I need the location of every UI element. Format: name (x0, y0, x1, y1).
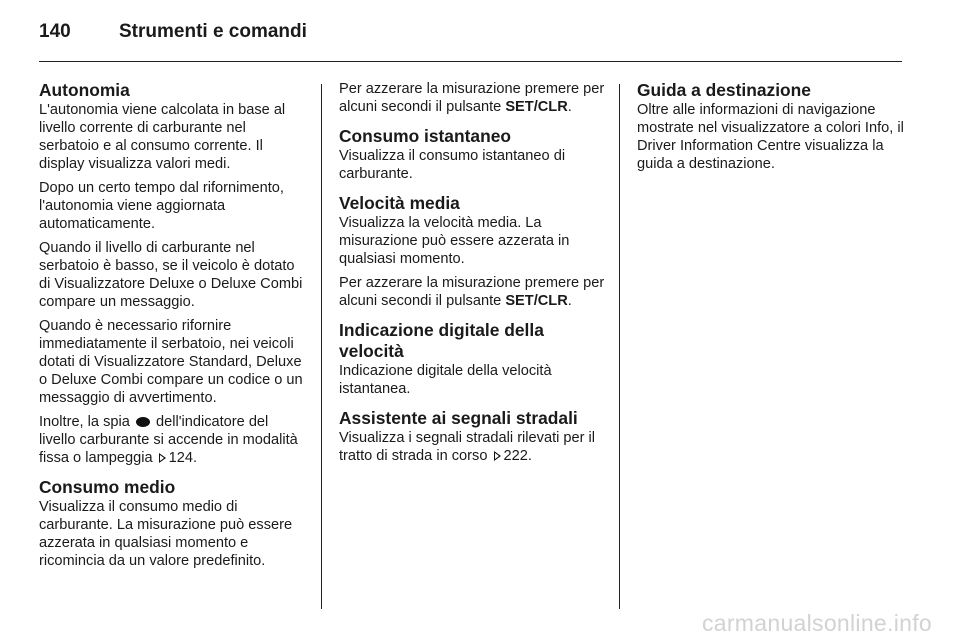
fuel-light-icon (136, 417, 150, 427)
paragraph: L'autonomia viene calcolata in base al livello corrente di carburante nel serbatoio e al consumo corrente. Il display visualizza valori medi. (39, 102, 286, 172)
section-title-indicazione-digitale: Indicazione digitale della velocità (339, 320, 544, 361)
paragraph: Quando il livello di carburante nel serbatoio è basso, se il veicolo è dotato di Visualizzatore Deluxe o Deluxe Combi compare un messaggio. (39, 240, 303, 310)
text: . (567, 99, 572, 115)
text: dell'indicatore del livello carburante si accende in modalità fissa o lampeggia (39, 414, 298, 466)
watermark: carmanualsonline.info (701, 610, 932, 636)
page-reference[interactable]: 124. (168, 450, 198, 466)
section-indicazione-digitale (339, 320, 607, 398)
paragraph (39, 413, 307, 467)
section-guida-destinazione (637, 80, 905, 173)
section-title-segnali-stradali: Assistente ai segnali stradali (339, 408, 578, 428)
paragraph: Visualizza il consumo medio di carburante. La misurazione può essere azzerata in qualsiasi momento e ricomincia da un valore predefinito. (39, 499, 293, 569)
paragraph: Visualizza il consumo istantaneo di carburante. (339, 148, 566, 182)
paragraph (339, 274, 607, 310)
column-divider (619, 84, 620, 609)
text: Per azzerare la misurazione premere per alcuni secondi il pulsante (339, 275, 605, 309)
header-rule (39, 61, 902, 62)
page-reference[interactable]: 222. (503, 448, 532, 464)
set-clr-button-label: SET/CLR (505, 293, 568, 309)
section-consumo-medio (39, 477, 307, 570)
paragraph: Dopo un certo tempo dal rifornimento, l'autonomia viene aggiornata automaticamente. (39, 180, 284, 232)
paragraph: Visualizza la velocità media. La misurazione può essere azzerata in qualsiasi momento. (339, 215, 570, 267)
section-title-guida-destinazione: Guida a destinazione (637, 80, 811, 100)
section-autonomia (39, 80, 307, 467)
column-3 (637, 80, 905, 183)
text: . (567, 293, 572, 309)
column-divider (321, 84, 322, 609)
section-title-autonomia: Autonomia (39, 80, 130, 100)
paragraph (339, 429, 607, 465)
column-1 (39, 80, 307, 580)
chapter-title: Strumenti e comandi (119, 21, 307, 42)
section-title-consumo-medio: Consumo medio (39, 477, 176, 497)
page-reference-arrow-icon (159, 453, 166, 463)
section-reset-consumo (339, 80, 607, 116)
section-velocita-media (339, 193, 607, 310)
section-title-velocita-media: Velocità media (339, 193, 460, 213)
text: Per azzerare la misurazione premere per alcuni secondi il pulsante (339, 81, 605, 115)
set-clr-button-label: SET/CLR (505, 99, 568, 115)
page-number: 140 (39, 21, 71, 42)
section-consumo-istantaneo (339, 126, 607, 183)
page-reference-arrow-icon (494, 451, 501, 461)
paragraph: Quando è necessario rifornire immediatamente il serbatoio, nei veicoli dotati di Visualizzatore Standard, Deluxe o Deluxe Combi compare un codice o un messaggio di avvertimento. (39, 318, 303, 406)
section-title-consumo-istantaneo: Consumo istantaneo (339, 126, 511, 146)
paragraph: Oltre alle informazioni di navigazione mostrate nel visualizzatore a colori Info, il Driver Information Centre visualizza la guida a destinazione. (637, 102, 904, 172)
paragraph: Indicazione digitale della velocità istantanea. (339, 363, 552, 397)
section-segnali-stradali (339, 408, 607, 465)
column-2 (339, 80, 607, 475)
text: Visualizza i segnali stradali rilevati per il tratto di strada in corso (339, 430, 596, 464)
paragraph (339, 80, 607, 116)
text: Inoltre, la spia (39, 414, 130, 430)
